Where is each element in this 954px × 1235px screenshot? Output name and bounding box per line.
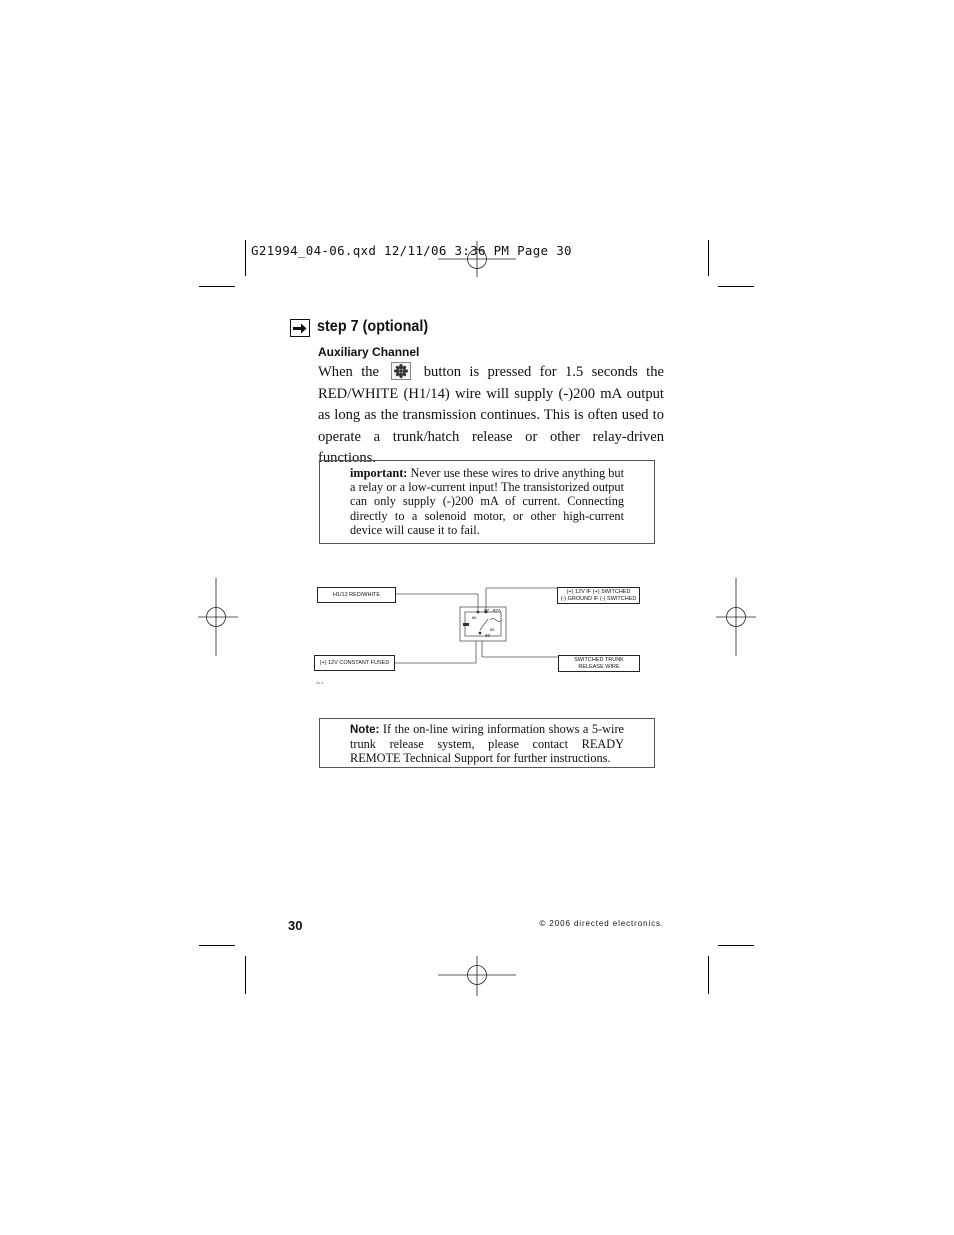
body-text-rest: button is pressed for 1.5 seconds the RED/WHITE (H1/14) wire will supply (-)200 mA output as long as the transmission continues. This is often used to operate a trunk/hatch release or other relay-driven functions. <box>318 364 664 467</box>
h1-red-white-wire-box <box>317 587 396 603</box>
trunk-release-line1: SWITCHED TRUNK <box>574 657 624 663</box>
page-number: 30 <box>288 918 303 933</box>
note-body: If the on-line wiring information shows a 5-wire trunk release system, please contact READY REMOTE Technical Support for further instructions. <box>350 722 624 766</box>
important-text <box>350 466 624 537</box>
registration-target-icon <box>716 578 756 656</box>
constant-fused-label: (+) 12V CONSTANT FUSED <box>319 659 390 666</box>
file-slug: G21994_04-06.qxd 12/11/06 3:36 PM Page 30 <box>251 243 572 258</box>
section-body <box>318 362 664 470</box>
crop-mark <box>245 956 246 994</box>
switched-supply-box <box>557 587 640 604</box>
h1-red-white-label: H1/12 RED/WHITE <box>332 591 381 598</box>
trunk-release-box <box>558 655 640 672</box>
important-box <box>319 460 655 544</box>
note-text <box>350 722 624 766</box>
note-box <box>319 718 655 768</box>
relay-pin-87a-label: 87A <box>493 608 502 613</box>
crop-mark <box>708 240 709 276</box>
relay-pin-87-label: 87 <box>484 608 490 613</box>
registration-target-icon <box>438 956 516 996</box>
crop-mark <box>718 945 754 946</box>
trunk-release-line2: RELEASE WIRE <box>578 663 620 670</box>
relay-pin-85-label: 85 <box>490 627 495 632</box>
diagram-caption: Dv-4 <box>316 681 324 685</box>
constant-fused-box <box>314 655 395 671</box>
relay-pin-30-label: 30 <box>485 633 491 638</box>
switched-supply-line1: (+) 12V IF (+) SWITCHED <box>566 589 631 595</box>
crop-mark <box>199 286 235 287</box>
crop-mark <box>708 956 709 994</box>
section-subhead: Auxiliary Channel <box>318 345 420 359</box>
important-lead: important: <box>350 466 408 480</box>
relay-pin-86-label: 86 <box>472 615 477 620</box>
crop-mark <box>718 286 754 287</box>
right-arrow-icon <box>290 319 310 337</box>
important-body: Never use these wires to drive anything but a relay or a low-current input! The transistorized output can only supply (-)200 mA of current. Connecting directly to a solenoid motor, or other high-current device will cause it to fail. <box>350 466 624 537</box>
relay-wiring-diagram <box>300 575 660 695</box>
copyright-notice: © 2006 directed electronics. <box>539 919 664 928</box>
registration-target-icon <box>198 578 238 656</box>
note-lead: Note: <box>350 724 380 736</box>
crop-mark <box>199 945 235 946</box>
body-text-start: When the <box>318 364 380 380</box>
crop-mark <box>245 240 246 276</box>
aux-asterisk-button-icon <box>391 362 411 380</box>
switched-supply-line2: (-) GROUND IF (-) SWITCHED <box>560 595 637 602</box>
step-title: step 7 (optional) <box>317 318 429 335</box>
